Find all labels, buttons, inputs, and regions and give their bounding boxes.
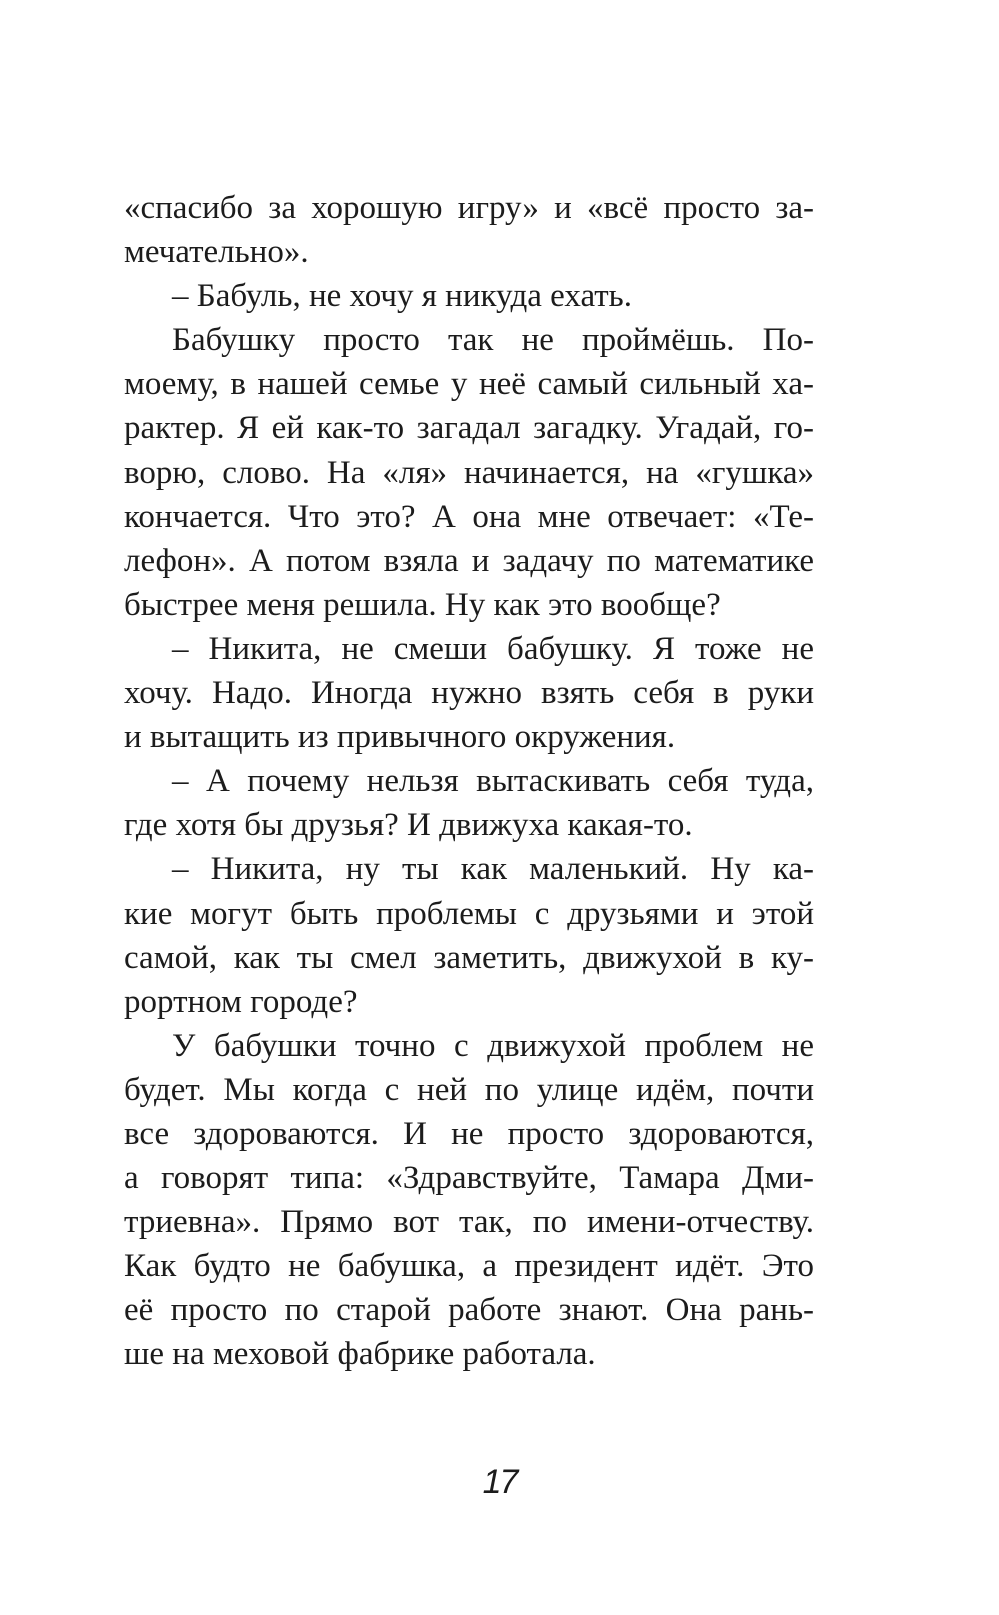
text-line: триевна». Прямо вот так, по имени-отчеству. (124, 1204, 814, 1241)
text-line: и вытащить из привычного окружения. (124, 719, 676, 756)
text-line: моему, в нашей семье у неё самый сильный ха- (124, 366, 814, 403)
text-line: мечательно». (124, 234, 309, 271)
text-line: все здороваются. И не просто здороваются, (124, 1115, 814, 1152)
text-line: рортном городе? (124, 983, 358, 1020)
text-line: лефон». А потом взяла и задачу по математике (124, 542, 814, 579)
body-text (124, 186, 814, 1377)
text-line: кие могут быть проблемы с друзьями и этой (124, 895, 814, 932)
text-line: – Никита, не смеши бабушку. Я тоже не (172, 630, 814, 667)
text-line: самой, как ты смел заметить, движухой в ку- (124, 939, 814, 976)
text-line: быстрее меня решила. Ну как это вообще? (124, 586, 721, 623)
text-line: хочу. Надо. Иногда нужно взять себя в руки (124, 675, 814, 712)
text-line: ворю, слово. На «ля» начинается, на «гушка» (124, 454, 814, 491)
text-line: где хотя бы друзья? И движуха какая-то. (124, 807, 693, 844)
text-line: а говорят типа: «Здравствуйте, Тамара Дми- (124, 1160, 814, 1197)
text-line: ше на меховой фабрике работала. (124, 1336, 596, 1373)
text-line: – Бабуль, не хочу я никуда ехать. (172, 278, 632, 315)
text-line: рактер. Я ей как-то загадал загадку. Угадай, го- (124, 410, 814, 447)
text-line: «спасибо за хорошую игру» и «всё просто за- (124, 190, 814, 226)
text-line: будет. Мы когда с ней по улице идём, почти (124, 1071, 814, 1108)
text-line: Бабушку просто так не проймёшь. По- (172, 322, 814, 359)
page-number: 17 (482, 1463, 517, 1501)
text-line: Как будто не бабушка, а президент идёт. Это (124, 1248, 814, 1285)
text-line: – А почему нельзя вытаскивать себя туда, (172, 763, 814, 800)
text-line: её просто по старой работе знают. Она рань- (124, 1292, 814, 1329)
text-line: кончается. Что это? А она мне отвечает: «Те- (124, 498, 814, 535)
text-line: – Никита, ну ты как маленький. Ну ка- (172, 851, 814, 888)
text-line: У бабушки точно с движухой проблем не (172, 1027, 814, 1064)
